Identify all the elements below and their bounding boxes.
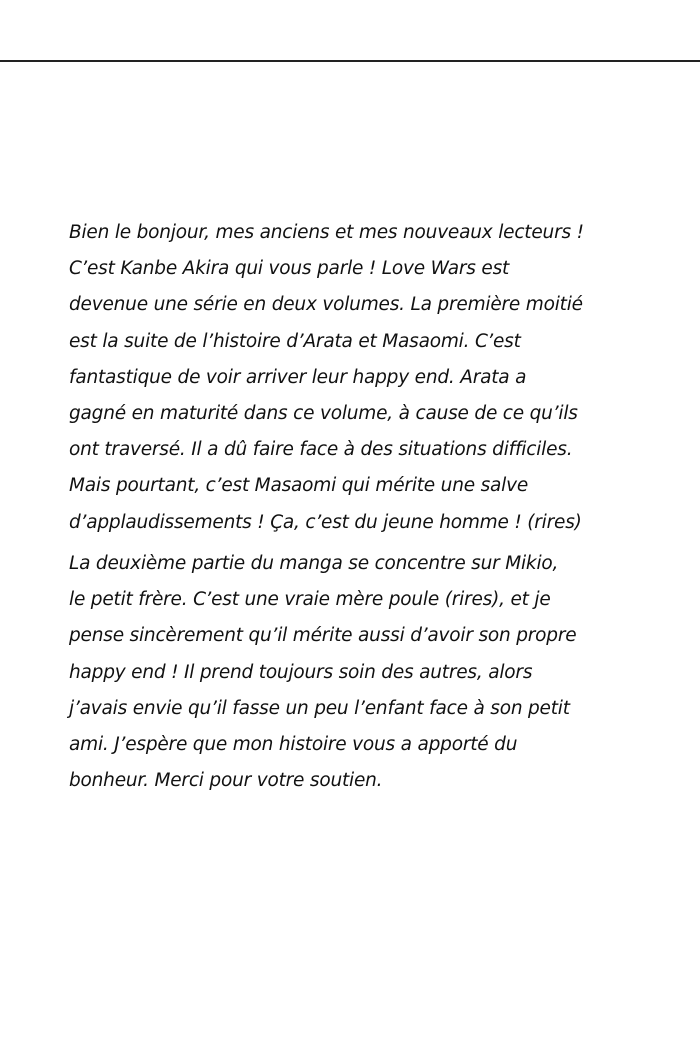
paragraph-intro xyxy=(69,215,689,541)
text-line: j’avais envie qu’il fasse un peu l’enfant face à son petit xyxy=(69,697,570,719)
text-line: bonheur. Merci pour votre soutien. xyxy=(69,770,383,792)
text-line: fantastique de voir arriver leur happy end. Arata a xyxy=(69,366,527,388)
text-line: devenue une série en deux volumes. La première moitié xyxy=(69,294,583,316)
text-line: Mais pourtant, c’est Masaomi qui mérite une salve xyxy=(69,475,529,497)
text-line: ont traversé. Il a dû faire face à des situations difficiles. xyxy=(69,439,573,461)
text-line: d’applaudissements ! Ça, c’est du jeune homme ! (rires) xyxy=(69,511,582,533)
text-line: La deuxième partie du manga se concentre sur Mikio, xyxy=(69,553,559,574)
text-line: C’est Kanbe Akira qui vous parle ! Love Wars est xyxy=(69,258,510,280)
text-line: pense sincèrement qu’il mérite aussi d’avoir son propre xyxy=(69,625,577,647)
text-line: ami. J’espère que mon histoire vous a apporté du xyxy=(69,734,518,756)
text-line: le petit frère. C’est une vraie mère poule (rires), et je xyxy=(69,589,551,611)
text-line: gagné en maturité dans ce volume, à cause de ce qu’ils xyxy=(69,403,578,425)
text-line: Bien le bonjour, mes anciens et mes nouveaux lecteurs ! xyxy=(69,222,584,243)
text-line: happy end ! Il prend toujours soin des autres, alors xyxy=(69,661,533,683)
top-divider-line xyxy=(0,60,700,62)
text-line: est la suite de l’histoire d’Arata et Masaomi. C’est xyxy=(69,330,521,352)
paragraph-second-part xyxy=(69,546,689,799)
